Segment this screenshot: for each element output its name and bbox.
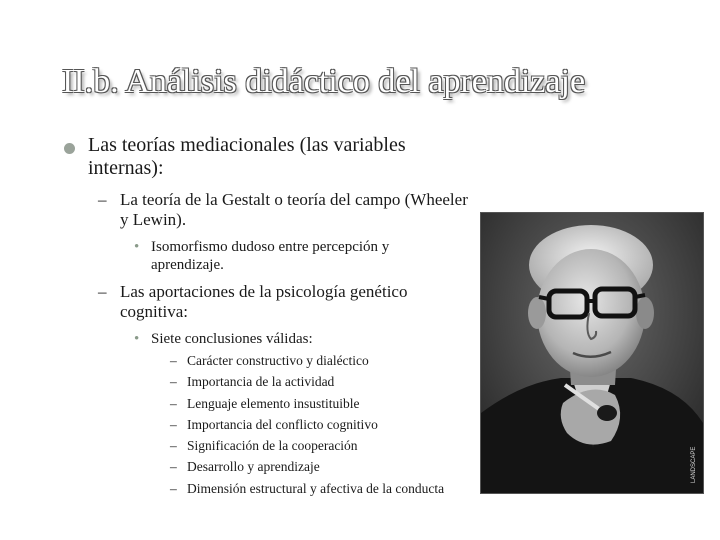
small-bullet-icon: • <box>134 239 140 255</box>
dash-icon: – <box>170 416 177 432</box>
dash-icon: – <box>98 190 107 209</box>
list-item <box>170 456 460 477</box>
dash-icon: – <box>170 374 177 390</box>
small-bullet-icon: • <box>134 331 140 347</box>
bullet-level1-text: Las teorías mediacionales (las variables internas): <box>88 134 406 179</box>
dash-icon: – <box>170 459 177 475</box>
slide-title: II.b. Análisis didáctico del aprendizaje <box>62 63 586 100</box>
dash-icon: – <box>98 282 107 301</box>
bullet-gestalt-sub <box>134 238 464 274</box>
list-item-text: Lenguaje elemento insustituible <box>187 395 360 411</box>
portrait-photo <box>480 212 704 494</box>
list-item-text: Dimensión estructural y afectiva de la conducta <box>187 480 445 496</box>
bullet-dot-icon <box>64 143 75 154</box>
dash-icon: – <box>170 395 177 411</box>
bullet-gestalt-text: La teoría de la Gestalt o teoría del campo (Wheeler y Lewin). <box>120 190 468 229</box>
list-item <box>170 393 460 414</box>
list-item-text: Desarrollo y aprendizaje <box>187 459 320 475</box>
bullet-gestalt <box>98 190 478 230</box>
list-item <box>170 414 460 435</box>
list-item-text: Importancia del conflicto cognitivo <box>187 416 378 432</box>
list-item-text: Significación de la cooperación <box>187 438 358 454</box>
conclusions-list <box>170 350 460 497</box>
list-item <box>170 350 460 371</box>
bullet-level1 <box>64 134 484 180</box>
photo-caption: LANDSCAPE <box>691 446 697 483</box>
bullet-piaget-text: Las aportaciones de la psicología genético cognitiva: <box>120 282 408 321</box>
bullet-gestalt-sub-text: Isomorfismo dudoso entre percepción y aprendizaje. <box>151 239 390 273</box>
bullet-piaget-sub-text: Siete conclusiones válidas: <box>151 331 313 347</box>
dash-icon: – <box>170 480 177 496</box>
list-item-text: Carácter constructivo y dialéctico <box>187 353 369 368</box>
bullet-piaget <box>98 282 478 322</box>
bullet-piaget-sub <box>134 330 464 348</box>
list-item <box>170 371 460 392</box>
list-item <box>170 478 460 497</box>
dash-icon: – <box>170 438 177 454</box>
portrait-illustration <box>481 213 703 493</box>
dash-icon: – <box>170 353 177 368</box>
list-item-text: Importancia de la actividad <box>187 374 335 390</box>
list-item <box>170 435 460 456</box>
